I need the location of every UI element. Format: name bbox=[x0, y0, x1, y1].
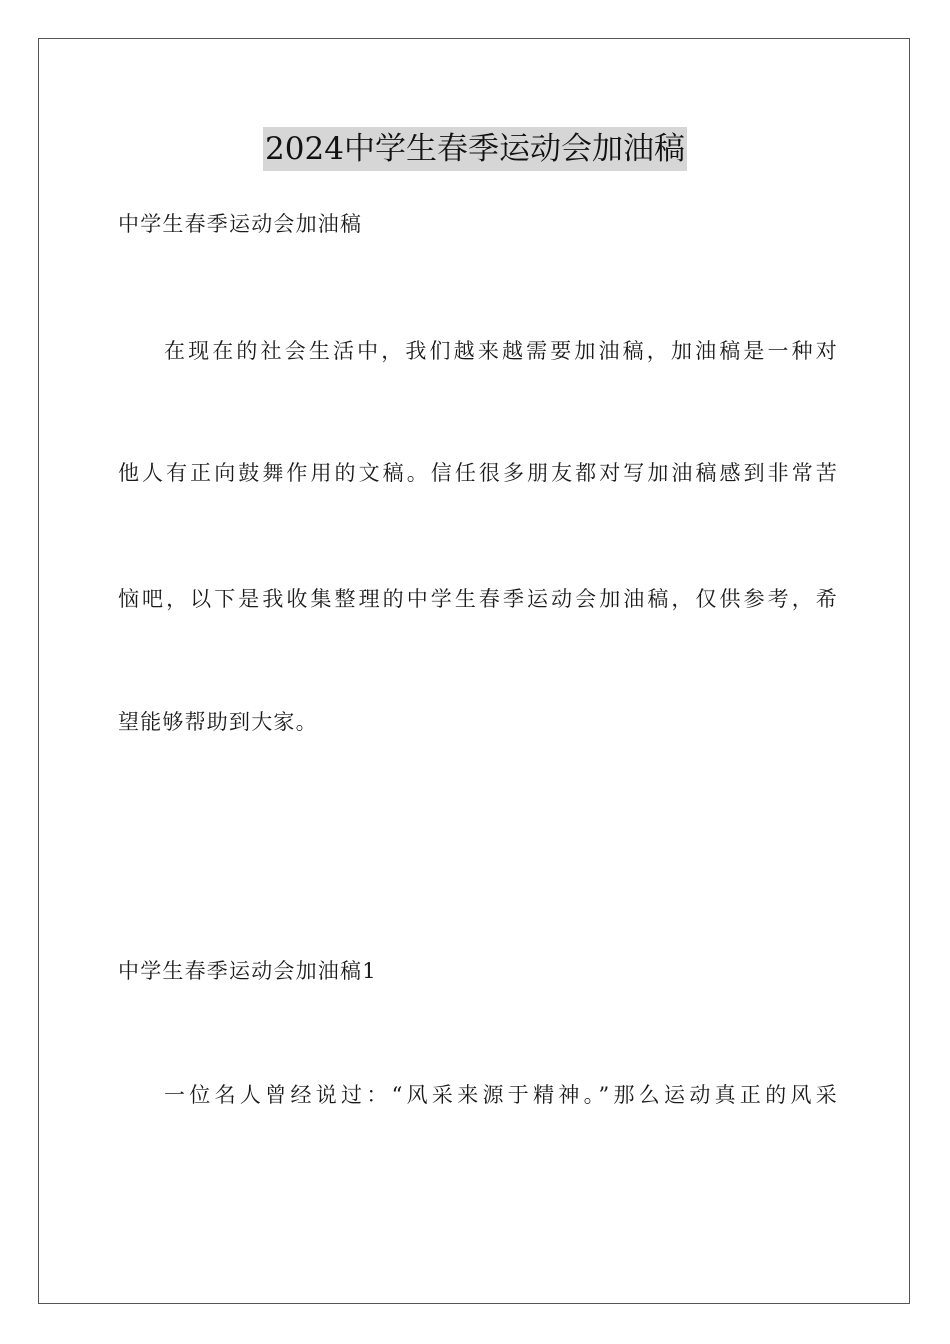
document-subtitle: 中学生春季运动会加油稿 bbox=[118, 212, 363, 236]
paragraph-line: 一位名人曾经说过：“风采来源于精神。”那么运动真正的风采 bbox=[164, 1083, 838, 1107]
section-heading: 中学生春季运动会加油稿1 bbox=[118, 959, 377, 983]
document-title: 2024中学生春季运动会加油稿 bbox=[263, 127, 687, 171]
paragraph-line: 望能够帮助到大家。 bbox=[118, 710, 318, 734]
paragraph-line: 在现在的社会生活中，我们越来越需要加油稿，加油稿是一种对 bbox=[164, 339, 838, 363]
title-block bbox=[0, 127, 950, 171]
paragraph-line: 恼吧，以下是我收集整理的中学生春季运动会加油稿，仅供参考，希 bbox=[118, 587, 838, 611]
paragraph-line: 他人有正向鼓舞作用的文稿。信任很多朋友都对写加油稿感到非常苦 bbox=[118, 461, 838, 485]
